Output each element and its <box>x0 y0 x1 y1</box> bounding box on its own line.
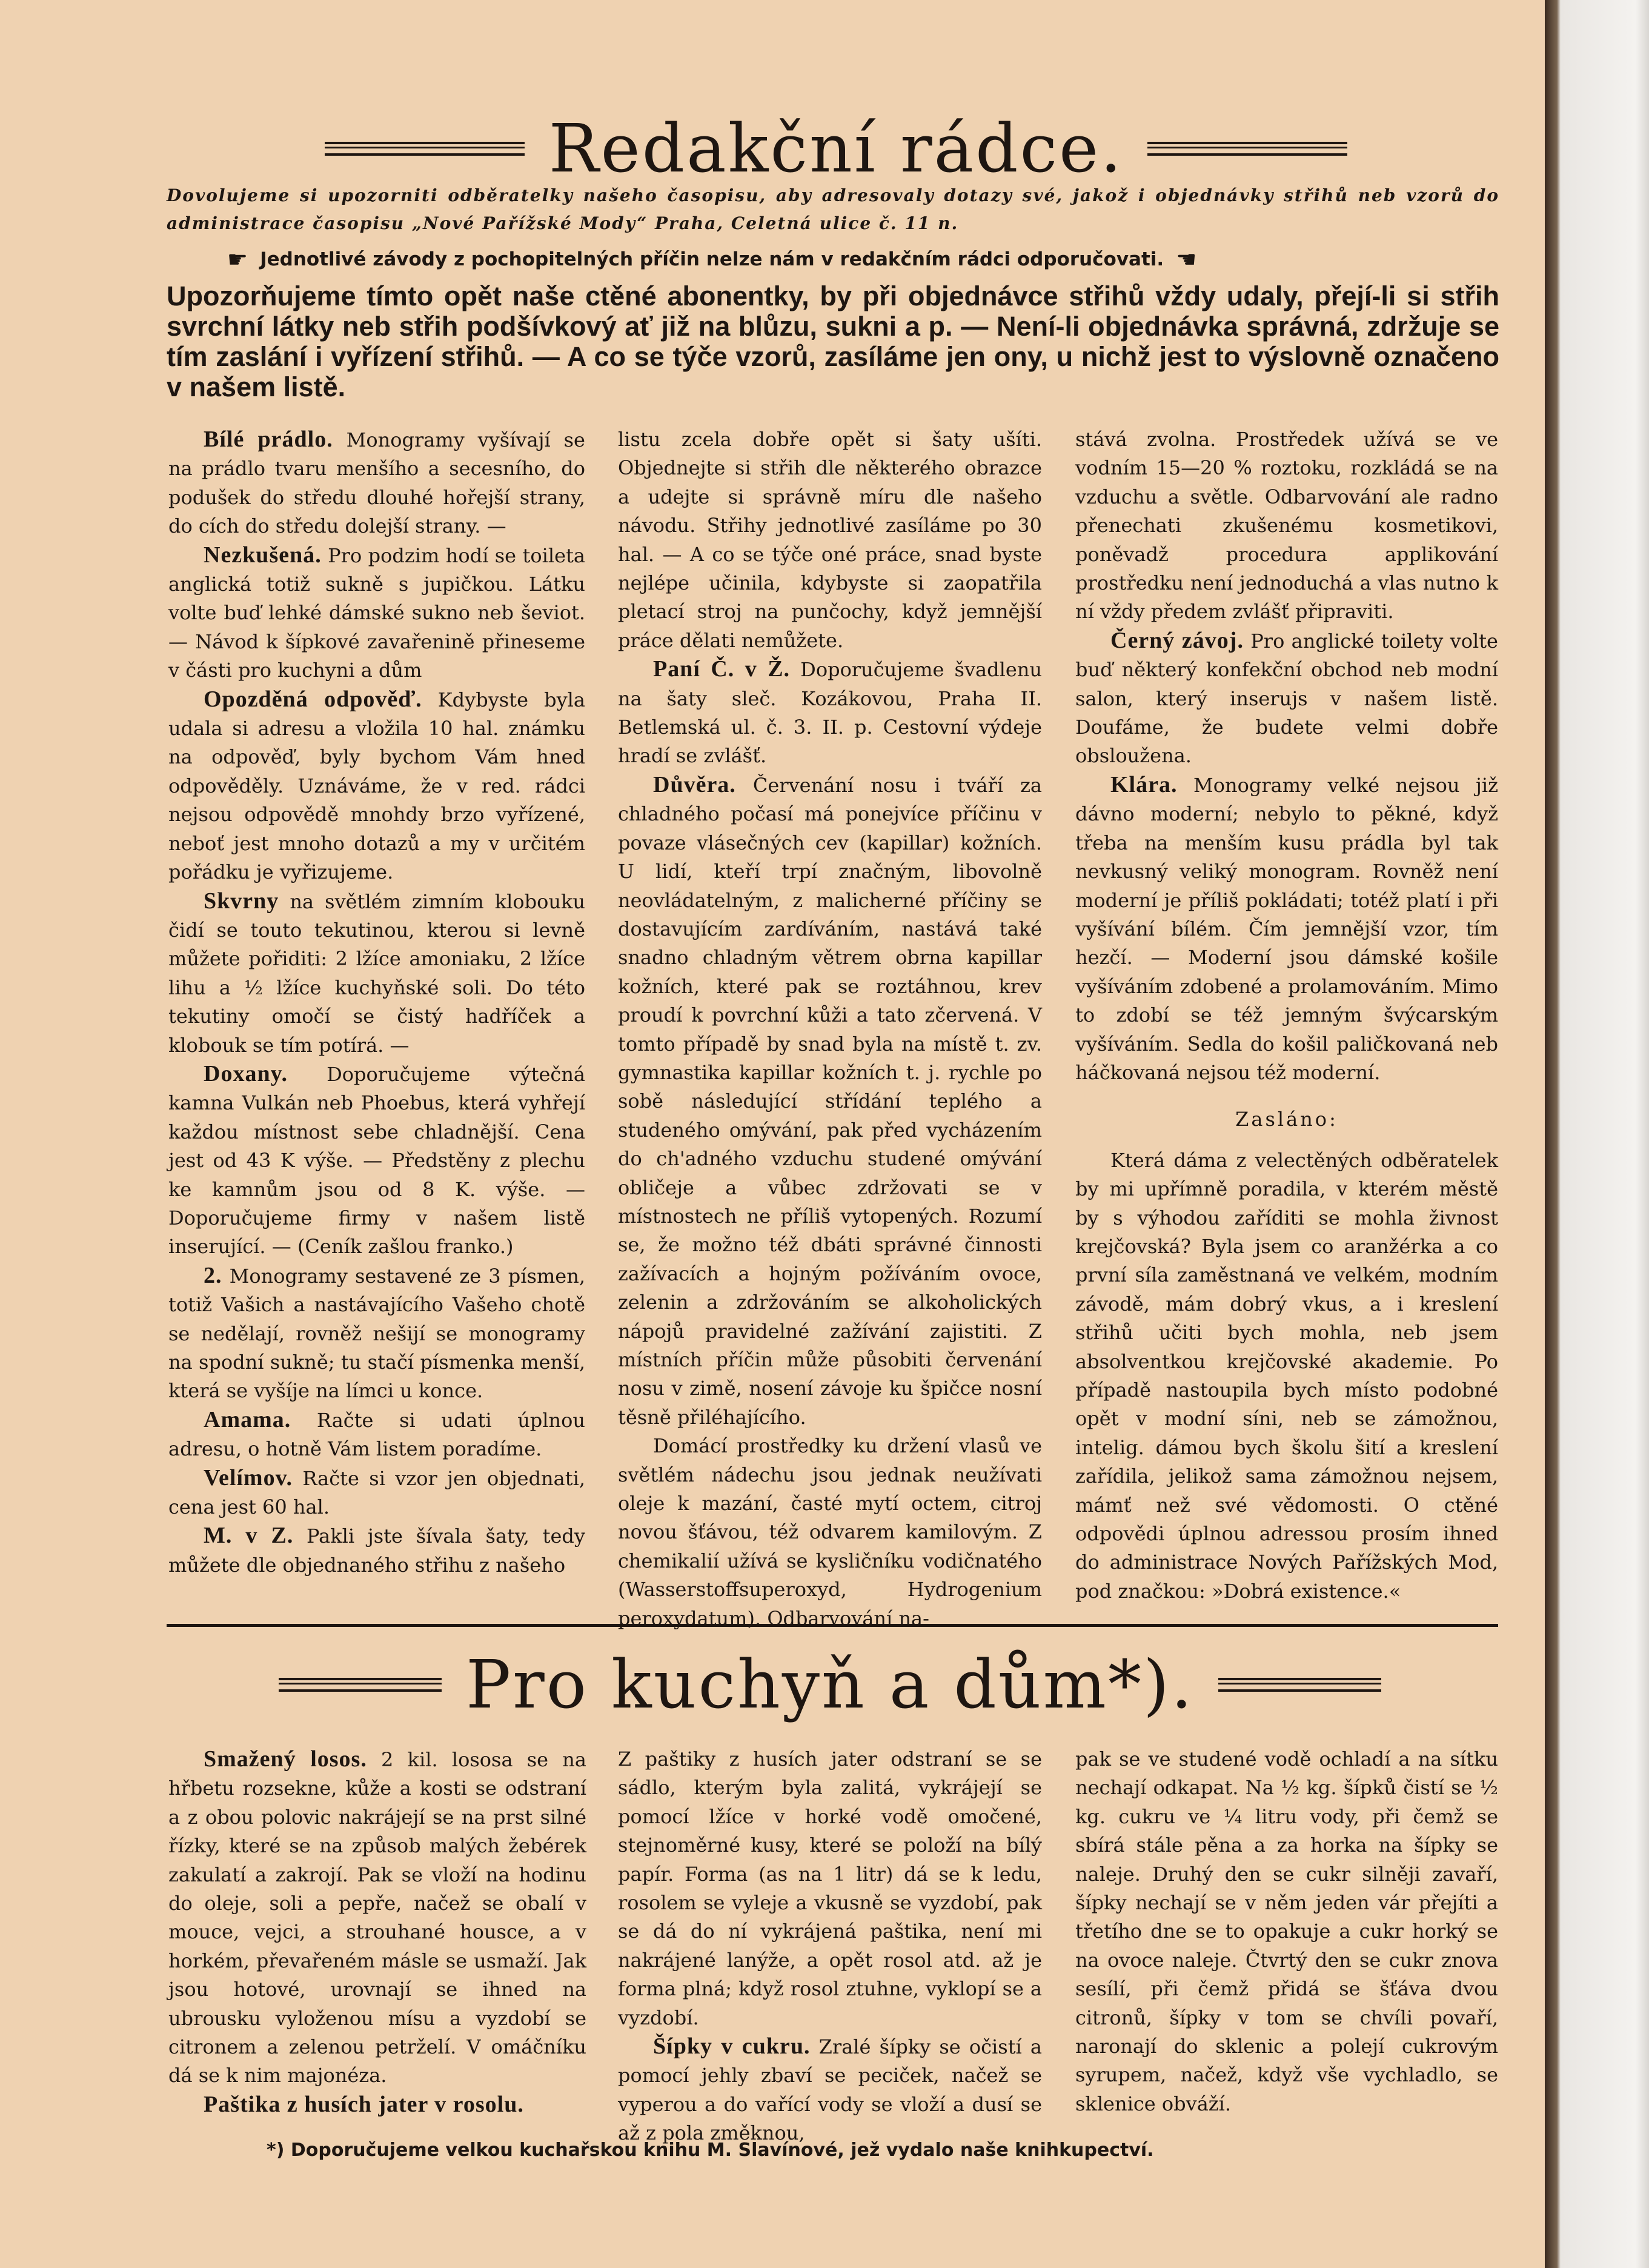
section-title-kuchyn: Pro kuchyň a dům*). <box>466 1646 1194 1723</box>
footnote: *) Doporučujeme velkou kuchařskou knihu M. Slavínové, jež vydalo naše knihkupectví. <box>267 2140 1154 2161</box>
entry-text: na světlém zimním klobouku čidí se touto tekutinou, kterou si levně můžete pořiditi: 2 lžíce amoniaku, 2 lžíce lihu a ½ lžíce kuchyňské soli. Do této tekutiny omočí se čistý hadříček a klobouk se tím potírá. — <box>168 890 585 1057</box>
entry-text: Která dáma z velectěných odběratelek by mi upřímně poradila, v kterém městě by s výhodou zaříditi se mohla živnost krejčovská? Byla jsem co aranžérka a co první síla zaměstnaná ve velkém, modním závodě, mám dobrý vkus, a i kreslení střihů učiti bych mohla, neb jsem absolventkou krejčovské akademie. Po případě nastoupila bych místo podobné opět v modní síni, neb se zámožnou, intelig. dámou bych školu šití a kreslení zařídila, jelikož sama zámožnou nejsem, mámť než své vědomosti. O ctěné odpovědi úplnou adressou prosím ihned do administrace Nových Pařížských Mod, pod značkou: »Dobrá existence.« <box>1075 1148 1498 1603</box>
entry-text: Doporučujeme výtečná kamna Vulkán neb Phoebus, která vyhřejí každou místnost sebe chladnější. Cena jest od 43 K výše. — Předstěny z plechu ke kamnům jsou od 8 K. výše. — Doporučujeme firmy v našem listě inserující. — (Ceník zašlou franko.) <box>168 1062 585 1259</box>
entry-heading: M. v Z. <box>204 1523 294 1549</box>
entry-text: Doporučujeme švadlenu na šaty sleč. Kozákovou, Praha II. Betlemská ul. č. 3. II. p. Cestovní výdeje hradí se zvlášť. <box>618 658 1042 768</box>
pointing-hand-right-icon: ☛ <box>227 246 248 273</box>
entry-heading: Smažený losos. <box>204 1746 367 1772</box>
entry <box>618 655 1042 771</box>
entry-text: listu zcela dobře opět si šaty ušíti. Objednejte si střih dle některého obrazce a udejte si správně míru dle našeho návodu. Střihy jednotlivé zasíláme po 30 hal. — A co se týče oné práce, snad byste nejlépe učinila, kdybyste si zaopatřila pletací stroj na punčochy, když jemnější práce dělati nemůžete. <box>618 428 1042 652</box>
entry-text: Domácí prostředky ku držení vlasů ve světlém nádechu jsou jednak neužívati oleje k mazání, časté mytí octem, citroj novou šťávou, též odvarem kamilovým. Z chemikalií užívá se kysličníku vodičnatého (Wasserstoffsuperoxyd, Hydrogenium peroxydatum). Odbarvování na- <box>618 1434 1042 1630</box>
entry <box>1075 1105 1498 1134</box>
entry-text: Pro podzim hodí se toileta anglická totiž sukně s jupičkou. Látku volte buď lehké dámské sukno neb ševiot. — Návod k šípkové zavařenině přineseme v části pro kuchyni a dům <box>168 544 585 682</box>
header-rule-left <box>325 142 525 156</box>
entry-text: pak se ve studené vodě ochladí a na sítku nechají odkapat. Na ½ kg. šípků čistí se ½ kg. cukru ve ¼ litru vody, při čemž se sbírá stále pěna a za horka na šípky se naleje. Druhý den se cukr silněji zavaří, šípky nechají se v něm jeden vár přejíti a třetího dne se to opakuje a cukr horký se na ovoce naleje. Čtvrtý den se cukr znova sesílí, při čemž přidá se šťáva dvou citronů, šípky v tom se chvíli povaří, naronají do sklenic a polejí cukrovým syrupem, načež, když vše vychladlo, se sklenice obváží. <box>1075 1748 1498 2115</box>
entry <box>168 425 585 541</box>
section-header-redakcni-radce <box>315 110 1357 187</box>
entry-text: Červenání nosu i tváří za chladného počasí má ponejvíce příčinu v povaze vlásečných cev (kapillar) kožních. U lidí, kteří trpí značným, libovolně neovládatelným, z malicherné příčiny se dostavujícím zardíváním, nastává také snadno chladným větrem obrna kapillar kožních, které pak se roztáhnou, krev proudí k povrchní kůži a tato zčervená. V tomto případě by snad byla na místě t. zv. gymnastika kapillar kožních t. j. rychle po sobě následující střídání teplého a studeného omývání, pak před vycházením do ch'adného vzduchu studené omývání obličeje a vůbec zdržovati se v místnostech ne příliš vytopených. Rozumí se, že možno též dbáti správné činnosti zažívacích a hojným požíváním ovoce, zelenin a zdržováním se alkoholických nápojů pravidelné zažívání zajistiti. Z místních příčin může působiti červenání nosu v zimě, nosení závoje ku špičce nosní těsně přiléhajícího. <box>618 773 1042 1429</box>
entry <box>168 541 585 685</box>
entry <box>168 887 585 1060</box>
entry-heading: Velímov. <box>204 1465 293 1491</box>
entry <box>168 2090 586 2120</box>
intro-block <box>167 182 1499 402</box>
entry <box>618 771 1042 1432</box>
entry <box>1075 425 1498 627</box>
entry-heading: Bílé prádlo. <box>204 427 333 452</box>
kitchen-column-3 <box>1075 1745 1498 2118</box>
entry <box>618 2032 1042 2148</box>
entry-heading: Paštika z husích jater v rosolu. <box>204 2091 524 2117</box>
kitchen-column-2 <box>618 1745 1042 2148</box>
entry <box>168 1745 586 2090</box>
entry-heading: Černý závoj. <box>1110 627 1244 653</box>
entry-text: Monogramy velké nejsou již dávno moderní; nebylo to pěkné, když třeba na menším kusu prádla byl tak nevkusný veliký monogram. Rovněž není moderní je příliš pokládati; totéž platí i při vyšívání bílém. Čím jemnější vzor, tím hezčí. — Moderní jsou dámské košile vyšíváním zdobené a prolamováním. Mimo to zdobí se též jemným švýcarským vyšíváním. Sedla do košil paličkovaná neb háčkovaná nejsou též moderní. <box>1075 773 1498 1084</box>
entry-text: Monogramy vyšívají se na prádlo tvaru menšího a secesního, do podušek do středu dlouhé hořejší strany, do cích do středu dolejší strany. — <box>168 428 585 538</box>
entry-text: Monogramy sestavené ze 3 písmen, totiž Vašich a nastávajícího Vašeho chotě se nedělají, rovněž nešijí se monogramy na spodní sukně; tu stačí písmenka menší, která se vyšíje na límci u konce. <box>168 1264 585 1403</box>
entry-text: Zasláno: <box>1235 1108 1338 1131</box>
entry <box>618 1432 1042 1633</box>
entry-heading: Paní Č. v Ž. <box>653 656 791 682</box>
entry-text: Račte si vzor jen objednati, cena jest 60 hal. <box>168 1466 585 1519</box>
entry <box>1075 771 1498 1087</box>
entry-text: Z paštiky z husích jater odstraní se se sádlo, kterým byla zalitá, vykrájejí se pomocí lžíce v horké vodě omočené, stejnoměrné kusy, které se položí na bílý papír. Forma (as na 1 litr) dá se k ledu, rosolem se vyleje a vkusně se vyzdobí, pak se dá do ní vykrájená paštika, není mi nakrájené lanýže, a opět rosol atd. až je forma plná; když rosol ztuhne, vyklopí se a vyzdobí. <box>618 1748 1042 2029</box>
entry <box>168 685 585 887</box>
entry <box>168 1406 585 1464</box>
entry-heading: Amama. <box>204 1406 291 1432</box>
entry-heading: 2. <box>204 1262 222 1288</box>
entry <box>618 425 1042 655</box>
entry-text: 2 kil. lososa se na hřbetu rozsekne, kůže a kosti se odstraní a z obou polovic nakrájejí se na prst silné řízky, které se na způsob malých žebérek zakulatí a zakrojí. Pak se vloží na hodinu do oleje, soli a pepře, načež se obalí v mouce, vejci, a strouhané housce, a v horkém, převařeném másle se usmaží. Jak jsou hotové, urovnají se ihned na ubrousku vyloženou mísu a vyzdobí se citronem a zelenou petrželí. V omáčníku dá se k nim majonéza. <box>168 1748 586 2087</box>
entry-text: Zralé šípky se očistí a pomocí jehly zbaví se peciček, načež se vyperou a do vařící vody se vloží a dusí se až z pola změknou, <box>618 2035 1042 2145</box>
entry-text: Račte si udati úplnou adresu, o hotně Vám listem poradíme. <box>168 1408 585 1461</box>
entry <box>1075 1745 1498 2118</box>
entry <box>1075 1146 1498 1606</box>
entry-text: Kdybyste byla udala si adresu a vložila 10 hal. známku na odpověď, byly bychom Vám hned odpověděly. Uznáváme, že v red. rádci nejsou odpovědě mnohdy brzo vyřízené, neboť jest mnoho dotazů a my v určitém pořádku je vyřizujeme. <box>168 688 585 884</box>
column-3 <box>1075 425 1498 1606</box>
pointing-hand-left-icon: ☚ <box>1176 246 1197 273</box>
section-divider <box>167 1624 1498 1627</box>
entry-heading: Nezkušená. <box>204 542 322 568</box>
entry-text: Pro anglické toilety volte buď některý konfekční obchod neb modní salon, který inserujs v našem listě. Doufáme, že budete velmi dobře obsloužena. <box>1075 629 1498 768</box>
entry-heading: Opozděná odpověď. <box>204 686 422 712</box>
entry-heading: Skvrny <box>204 888 279 914</box>
entry <box>1075 627 1498 771</box>
entry <box>168 1464 585 1522</box>
entry <box>168 1521 585 1580</box>
header-rule-left <box>279 1678 442 1692</box>
section-header-kuchyn <box>279 1646 1381 1723</box>
column-1 <box>168 425 585 1580</box>
entry-heading: Šípky v cukru. <box>653 2034 811 2060</box>
bold-notice: Upozorňujeme tímto opět naše ctěné abonentky, by při objednávce střihů vždy udaly, přejí-li si střih svrchní látky neb střih podšívkový ať již na blůzu, sukni a p. — Není-li objednávka správná, zdržuje se tím zaslání i vyřízení střihů. — A co se týče vzorů, zasíláme jen ony, u nichž jest to výslovně označeno v našem listě. <box>167 281 1499 402</box>
header-rule-right <box>1147 142 1347 156</box>
kitchen-column-1 <box>168 1745 586 2120</box>
entry-heading: Doxany. <box>204 1060 288 1086</box>
entry <box>168 1060 585 1262</box>
entry-text: stává zvolna. Prostředek užívá se ve vodním 15—20 % roztoku, rozkládá se na vzduchu a světle. Odbarvování ale radno přenechati zkušenému kosmetikovi, poněvadž procedura applikování prostředku není jednoduchá a vlas nutno k ní vždy předem zvlášť připraviti. <box>1075 428 1498 624</box>
header-rule-right <box>1218 1678 1381 1692</box>
entry-heading: Důvěra. <box>653 771 736 797</box>
book-spine-edge <box>1545 0 1649 2268</box>
column-2 <box>618 425 1042 1633</box>
entry <box>168 1262 585 1406</box>
entry-text: Pakli jste šívala šaty, tedy můžete dle objednaného střihu z našeho <box>168 1525 585 1577</box>
intro-italic: Dovolujeme si upozorniti odběratelky našeho časopisu, aby adresovaly dotazy své, jakož i objednávky střihů neb vzorů do administrace časopisu „Nové Pařížské Mody“ Praha, Celetná ulice č. 11 n. <box>167 185 1499 233</box>
section-title: Redakční rádce. <box>548 110 1124 187</box>
entry-heading: Klára. <box>1110 771 1178 797</box>
notice-line <box>227 246 1499 273</box>
entry <box>618 1745 1042 2032</box>
notice-text: Jednotlivé závody z pochopitelných příčin nelze nám v redakčním rádci odporučovati. <box>260 248 1164 270</box>
